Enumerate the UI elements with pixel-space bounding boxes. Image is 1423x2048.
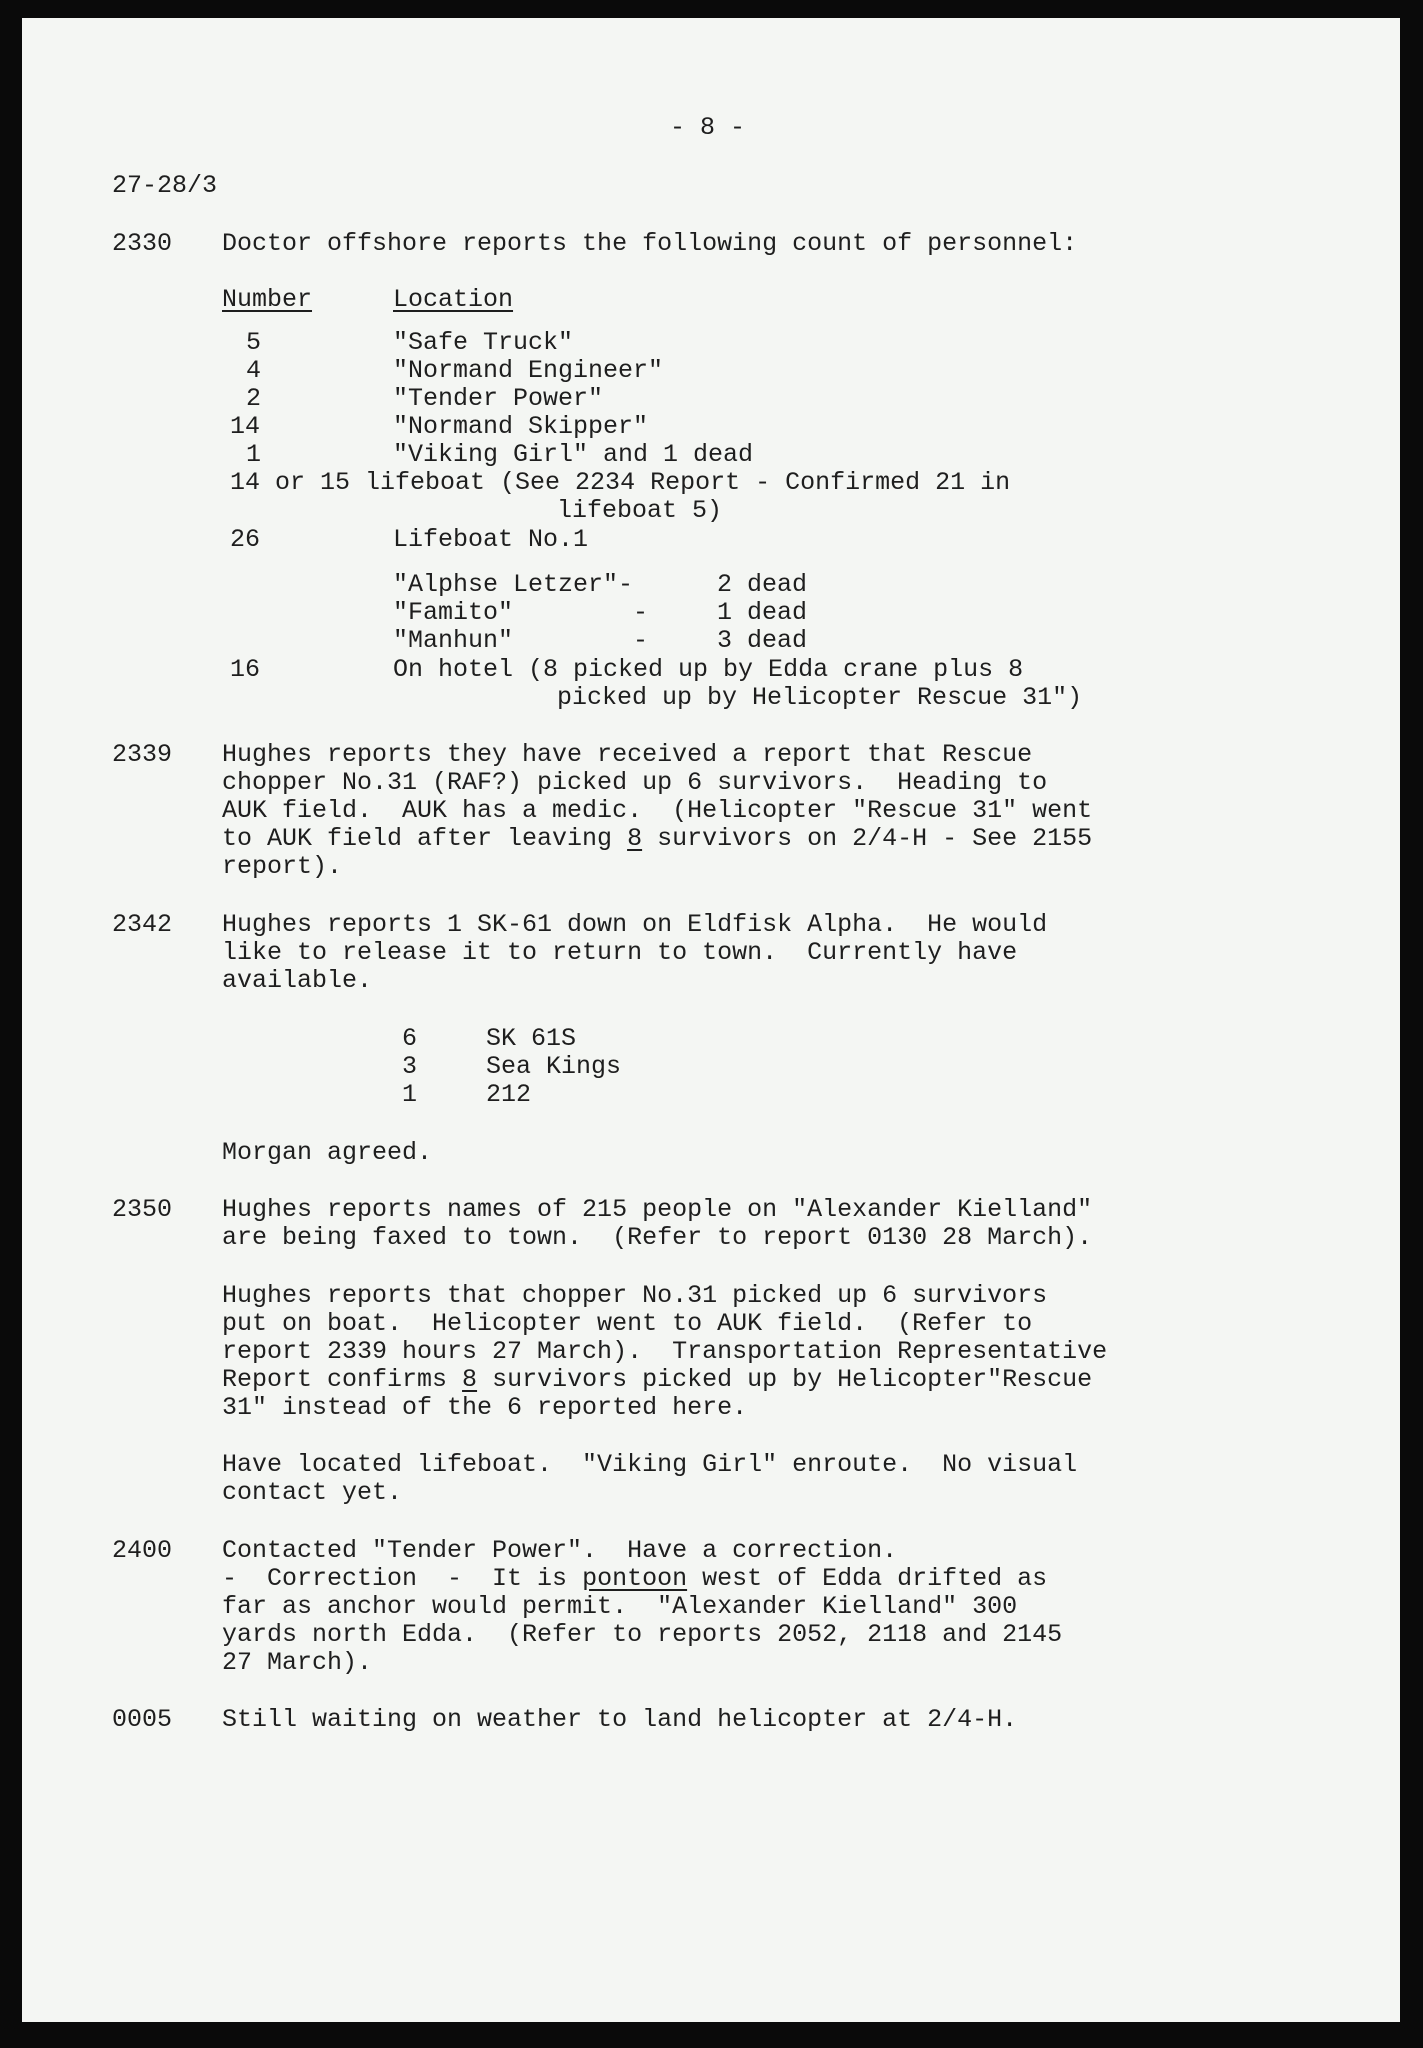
text-segment: survivors picked up by Helicopter"Rescue (477, 1365, 1093, 1394)
entry-line: Hughes reports they have received a report that Rescue (222, 740, 1033, 769)
column-header-location: Location (393, 285, 514, 314)
count-number: 16 (230, 655, 261, 684)
underlined-word: pontoon (582, 1564, 688, 1593)
entry-line (222, 1366, 1092, 1394)
entry-line: chopper No.31 (RAF?) picked up 6 survivors. Heading to (222, 768, 1048, 797)
count-location: Lifeboat No.1 (393, 525, 589, 554)
dead-name: "Alphse Letzer"- (393, 570, 634, 599)
underlined-number: 8 (627, 824, 643, 853)
entry-time: 0005 (112, 1705, 173, 1734)
entry-line: available. (222, 966, 373, 995)
count-location: "Tender Power" (393, 384, 604, 413)
entry-line: Morgan agreed. (222, 1138, 433, 1167)
document-page (22, 18, 1400, 2022)
count-location: "Safe Truck" (393, 328, 574, 357)
underlined-number: 8 (462, 1365, 478, 1394)
entry-time: 2350 (112, 1195, 173, 1224)
lifeboat-line: lifeboat 5) (557, 496, 723, 525)
entry-line: Hughes reports that chopper No.31 picked up 6 survivors (222, 1281, 1048, 1310)
aircraft-type: Sea Kings (486, 1052, 622, 1081)
count-number: 1 (246, 440, 262, 469)
count-number: 14 (230, 412, 261, 441)
aircraft-count: 6 (402, 1024, 418, 1053)
entry-time: 2339 (112, 740, 173, 769)
text-segment: west of Edda drifted as (687, 1564, 1048, 1593)
count-number: 26 (230, 525, 261, 554)
entry-line: like to release it to return to town. Currently have (222, 938, 1018, 967)
hotel-line: On hotel (8 picked up by Edda crane plus 8 (393, 655, 1024, 684)
column-header-number: Number (222, 285, 313, 314)
count-number: 2 (246, 384, 262, 413)
aircraft-type: 212 (486, 1080, 532, 1109)
entry-line: Hughes reports 1 SK-61 down on Eldfisk Alpha. He would (222, 910, 1048, 939)
entry-line: yards north Edda. (Refer to reports 2052, 2118 and 2145 (222, 1620, 1063, 1649)
entry-text: Doctor offshore reports the following count of personnel: (222, 229, 1078, 258)
entry-line: are being faxed to town. (Refer to report 0130 28 March). (222, 1223, 1093, 1252)
text-segment: Report confirms (222, 1365, 463, 1394)
aircraft-count: 3 (402, 1052, 418, 1081)
entry-line: contact yet. (222, 1478, 403, 1507)
count-location: "Normand Skipper" (393, 412, 649, 441)
entry-line: 31" instead of the 6 reported here. (222, 1393, 748, 1422)
entry-line: far as anchor would permit. "Alexander Kielland" 300 (222, 1592, 1018, 1621)
text-segment: to AUK field after leaving (222, 824, 628, 853)
entry-time: 2400 (112, 1536, 173, 1565)
entry-line: Hughes reports names of 215 people on "Alexander Kielland" (222, 1195, 1093, 1224)
page-number: - 8 - (670, 113, 746, 142)
entry-line: 27 March). (222, 1648, 373, 1677)
dead-count: 3 dead (717, 626, 808, 655)
text-segment: - Correction - It is (222, 1564, 583, 1593)
aircraft-type: SK 61S (486, 1024, 577, 1053)
hotel-line: picked up by Helicopter Rescue 31") (557, 683, 1083, 712)
dead-count: 1 dead (717, 598, 808, 627)
entry-line: Still waiting on weather to land helicopter at 2/4-H. (222, 1705, 1018, 1734)
aircraft-count: 1 (402, 1080, 418, 1109)
entry-line: report 2339 hours 27 March). Transportation Representative (222, 1337, 1108, 1366)
entry-line (222, 1565, 1047, 1593)
entry-line: Contacted "Tender Power". Have a correction. (222, 1536, 898, 1565)
entry-time: 2342 (112, 910, 173, 939)
entry-line (222, 825, 1092, 853)
entry-line: AUK field. AUK has a medic. (Helicopter "Rescue 31" went (222, 796, 1093, 825)
dead-count: 2 dead (717, 570, 808, 599)
entry-line: report). (222, 852, 343, 881)
count-location: "Viking Girl" and 1 dead (393, 440, 754, 469)
text-segment: survivors on 2/4-H - See 2155 (642, 824, 1093, 853)
dead-name: "Manhun" - (393, 626, 649, 655)
count-number: 5 (246, 328, 262, 357)
entry-line: put on boat. Helicopter went to AUK field. (Refer to (222, 1309, 1033, 1338)
date-header: 27-28/3 (112, 171, 218, 200)
entry-line: Have located lifeboat. "Viking Girl" enroute. No visual (222, 1450, 1078, 1479)
count-location: "Normand Engineer" (393, 356, 664, 385)
entry-time: 2330 (112, 229, 173, 258)
dead-name: "Famito" - (393, 598, 649, 627)
lifeboat-line: 14 or 15 lifeboat (See 2234 Report - Confirmed 21 in (230, 468, 1011, 497)
count-number: 4 (246, 356, 262, 385)
